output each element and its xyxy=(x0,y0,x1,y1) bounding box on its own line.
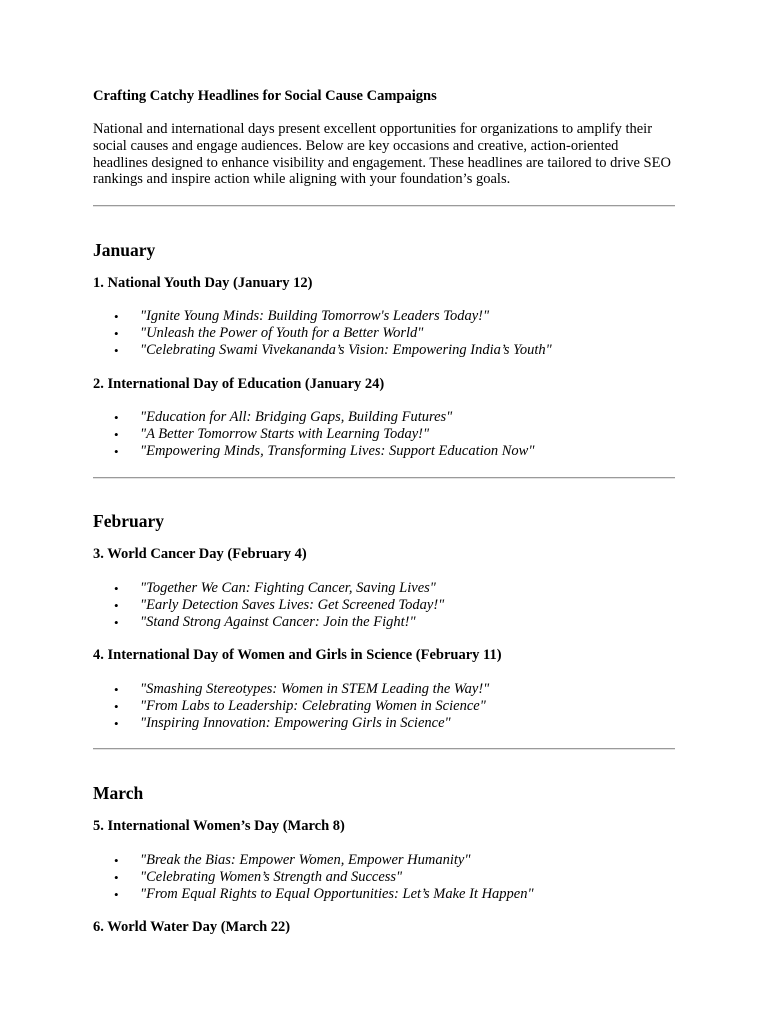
headline-item xyxy=(93,426,534,443)
occasion-title: 1. National Youth Day (January 12) xyxy=(93,275,313,291)
headline-item xyxy=(93,614,444,631)
section-divider xyxy=(93,748,675,750)
headline-text: "Inspiring Innovation: Empowering Girls in Science" xyxy=(140,715,451,731)
headline-text: "Ignite Young Minds: Building Tomorrow's Leaders Today!" xyxy=(140,308,490,324)
bullet-icon: • xyxy=(114,309,119,324)
headline-list xyxy=(93,308,552,359)
headline-text: "Unleash the Power of Youth for a Better World" xyxy=(140,325,424,341)
headline-list xyxy=(93,681,489,732)
occasion-title: 6. World Water Day (March 22) xyxy=(93,919,291,935)
bullet-icon: • xyxy=(114,615,119,630)
bullet-icon: • xyxy=(114,853,119,868)
headline-item xyxy=(93,869,534,886)
section-divider xyxy=(93,205,675,207)
occasion-title: 3. World Cancer Day (February 4) xyxy=(93,546,307,562)
headline-item xyxy=(93,886,534,903)
bullet-icon: • xyxy=(114,682,119,697)
headline-text: "Education for All: Bridging Gaps, Building Futures" xyxy=(140,409,453,425)
headline-text: "Stand Strong Against Cancer: Join the Fight!" xyxy=(140,614,416,630)
headline-text: "A Better Tomorrow Starts with Learning Today!" xyxy=(140,426,430,442)
headline-item xyxy=(93,580,444,597)
bullet-icon: • xyxy=(114,598,119,613)
bullet-icon: • xyxy=(114,326,119,341)
headline-text: "Break the Bias: Empower Women, Empower Humanity" xyxy=(140,852,471,868)
headline-text: "From Labs to Leadership: Celebrating Women in Science" xyxy=(140,698,486,714)
headline-text: "Celebrating Women’s Strength and Success" xyxy=(140,869,403,885)
bullet-icon: • xyxy=(114,581,119,596)
month-heading-february: February xyxy=(93,511,164,531)
occasion-title: 2. International Day of Education (January 24) xyxy=(93,376,385,392)
headline-item xyxy=(93,325,552,342)
bullet-icon: • xyxy=(114,343,119,358)
headline-text: "Empowering Minds, Transforming Lives: Support Education Now" xyxy=(140,443,535,459)
headline-item xyxy=(93,715,489,732)
headline-item xyxy=(93,852,534,869)
occasion-title: 4. International Day of Women and Girls in Science (February 11) xyxy=(93,647,502,663)
document-title: Crafting Catchy Headlines for Social Cause Campaigns xyxy=(93,88,437,104)
headline-list xyxy=(93,852,534,903)
headline-item xyxy=(93,443,534,460)
headline-item xyxy=(93,409,534,426)
headline-item xyxy=(93,597,444,614)
bullet-icon: • xyxy=(114,410,119,425)
headline-item xyxy=(93,308,552,325)
bullet-icon: • xyxy=(114,444,119,459)
headline-list xyxy=(93,580,444,631)
bullet-icon: • xyxy=(114,699,119,714)
headline-text: "Early Detection Saves Lives: Get Screened Today!" xyxy=(140,597,445,613)
month-heading-march: March xyxy=(93,783,144,803)
bullet-icon: • xyxy=(114,427,119,442)
headline-item xyxy=(93,681,489,698)
headline-list xyxy=(93,409,534,460)
bullet-icon: • xyxy=(114,870,119,885)
section-divider xyxy=(93,477,675,479)
bullet-icon: • xyxy=(114,716,119,731)
headline-text: "Together We Can: Fighting Cancer, Saving Lives" xyxy=(140,580,436,596)
headline-text: "Celebrating Swami Vivekananda’s Vision: Empowering India’s Youth" xyxy=(140,342,552,358)
occasion-title: 5. International Women’s Day (March 8) xyxy=(93,818,345,834)
month-heading-january: January xyxy=(93,240,156,260)
bullet-icon: • xyxy=(114,887,119,902)
headline-item xyxy=(93,698,489,715)
headline-text: "From Equal Rights to Equal Opportunities: Let’s Make It Happen" xyxy=(140,886,534,902)
headline-item xyxy=(93,342,552,359)
headline-text: "Smashing Stereotypes: Women in STEM Leading the Way!" xyxy=(140,681,490,697)
intro-paragraph: National and international days present excellent opportunities for organizations to amplify their social causes and engage audiences. Below are key occasions and creative, action-oriented headlines designed to enhance visibility and engagement. These headlines are tailored to drive SEO rankings and inspire action while aligning with your foundation’s goals. xyxy=(93,121,671,188)
